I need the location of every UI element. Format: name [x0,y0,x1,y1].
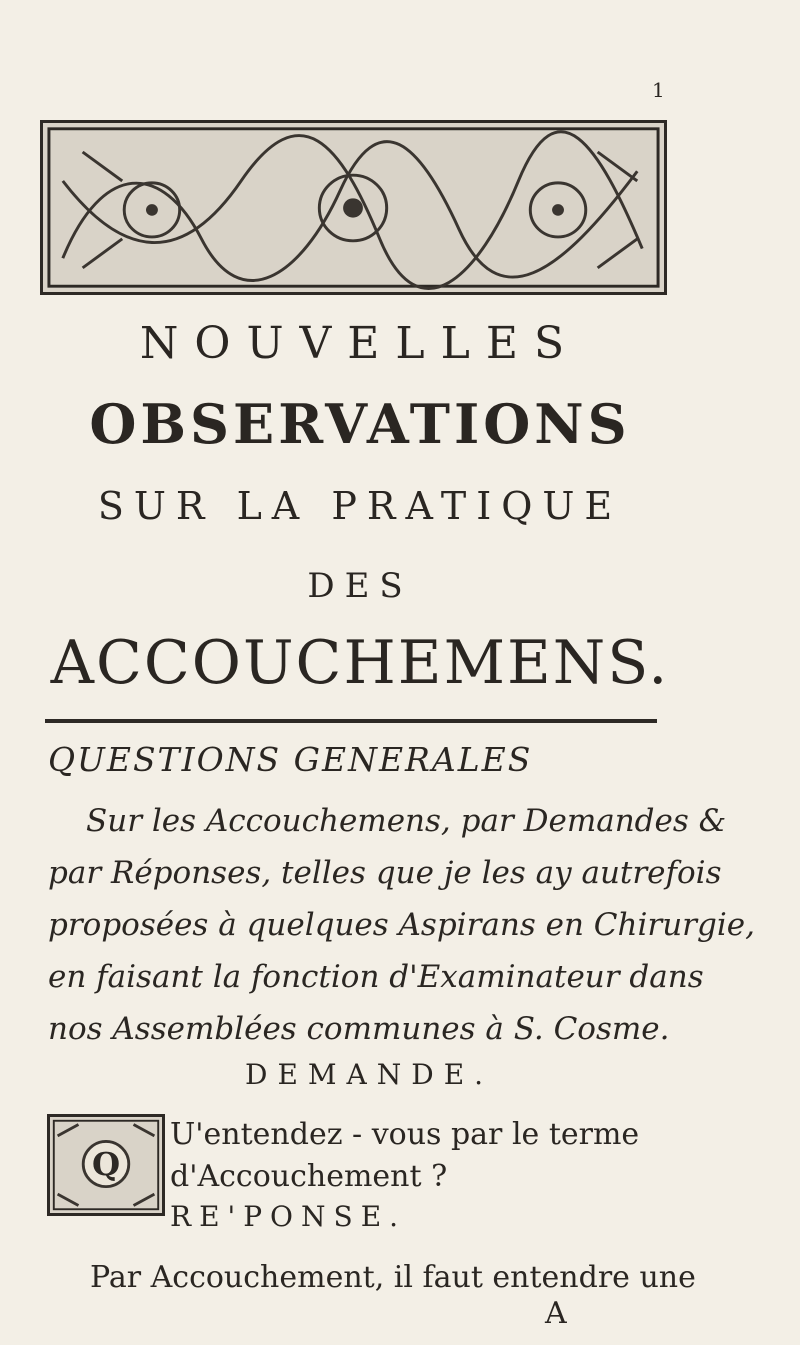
title-line-2: OBSERVATIONS [89,392,631,456]
reponse-label: RE'PONSE. [170,1200,407,1233]
subtitle-line: par Réponses, telles que je les ay autrefois [48,855,722,891]
subtitle-line: Sur les Accouchemens, par Demandes & [86,803,727,839]
initial-letter: Q [91,1145,121,1184]
title-line-1: NOUVELLES [139,318,581,369]
subtitle-block [48,795,755,1055]
catchword: A [545,1296,567,1331]
subtitle-line: nos Assemblées communes à S. Cosme. [48,1011,670,1047]
title-line-5: ACCOUCHEMENS. [50,628,670,698]
decorated-initial [47,1114,165,1216]
question-line: U'entendez - vous par le terme [170,1117,640,1152]
question-line: d'Accouchement ? [170,1159,448,1194]
horizontal-rule [45,719,657,723]
title-line-3: SUR LA PRATIQUE [97,484,623,528]
page-number: 1 [652,78,665,102]
subtitle-line: proposées à quelques Aspirans en Chirurgie, [48,907,755,943]
question-text [170,1114,730,1198]
subtitle-line: en faisant la fonction d'Examinateur dans [48,959,704,995]
ornament-icon [43,123,664,292]
demande-label: DEMANDE. [245,1058,494,1091]
questions-heading: QUESTIONS GENERALES [48,740,533,779]
ornamental-headpiece [40,120,667,295]
title-line-4: DES [307,566,413,606]
answer-text: Par Accouchement, il faut entendre une [90,1260,696,1295]
initial-ornament-icon [50,1117,162,1213]
